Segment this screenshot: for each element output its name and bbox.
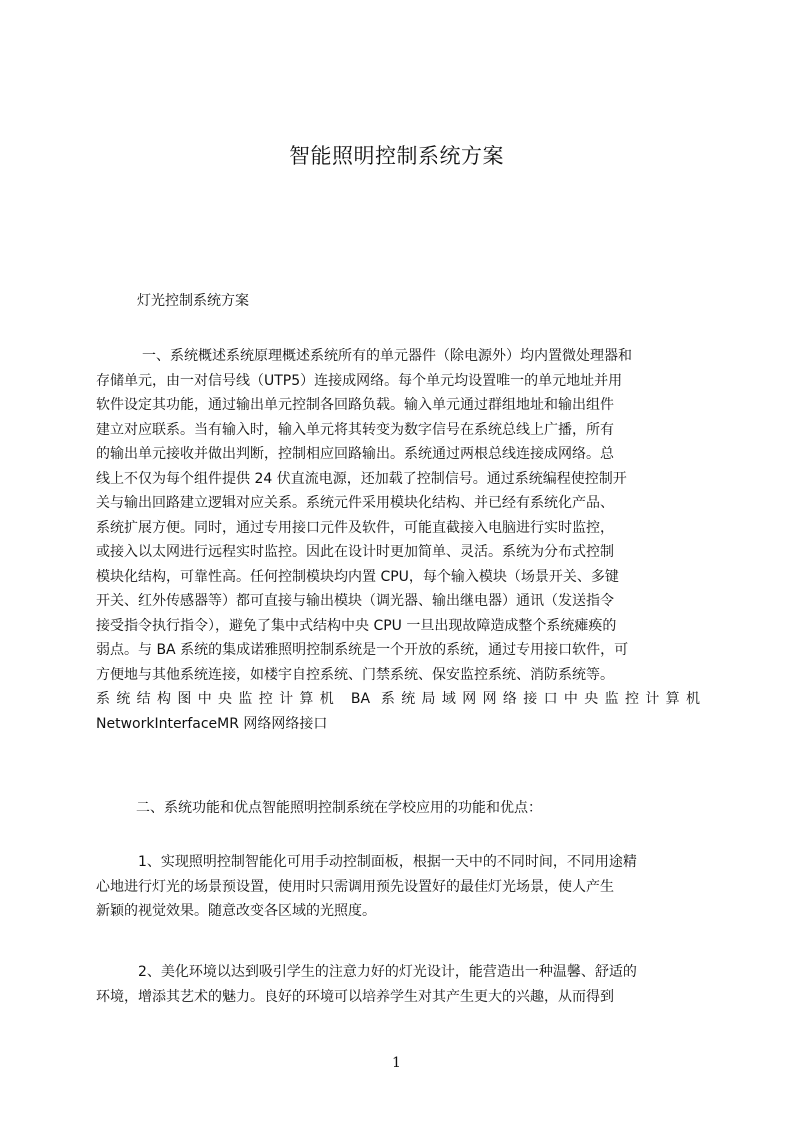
paragraph-line: 2、美化环境以达到吸引学生的注意力好的灯光设计，能营造出一种温馨、舒适的 — [138, 964, 637, 980]
document-subtitle: 灯光控制系统方案 — [137, 293, 249, 309]
paragraph-line: 心地进行灯光的场景预设置，使用时只需调用预先设置好的最佳灯光场景，使人产生 — [96, 878, 614, 895]
paragraph-line: 的输出单元接收并做出判断，控制相应回路输出。系统通过两根总线连接成网络。总 — [96, 446, 614, 462]
section-1-paragraph — [96, 344, 700, 736]
paragraph-line: 存储单元，由一对信号线（UTP5）连接成网络。每个单元均设置唯一的单元地址并用 — [96, 372, 623, 389]
paragraph-line: NetworkInterfaceMR 网络网络接口 — [96, 715, 328, 732]
item-1-paragraph — [96, 850, 700, 924]
paragraph-line: 弱点。与 BA 系统的集成诺雅照明控制系统是一个开放的系统，通过专用接口软件，可 — [96, 642, 629, 658]
section-2-heading — [96, 796, 700, 821]
paragraph-line: 开关、红外传感器等）都可直接与输出模块（调光器、输出继电器）通讯（发送指令 — [96, 593, 614, 609]
paragraph-line: 线上不仅为每个组件提供 24 伏直流电源，还加载了控制信号。通过系统编程使控制开 — [96, 470, 627, 487]
paragraph-line: 系统扩展方便。同时，通过专用接口元件及软件，可能直截接入电脑进行实时监控， — [96, 519, 614, 536]
paragraph-line: 接受指令执行指令），避免了集中式结构中央 CPU 一旦出现故障造成整个系统瘫痪的 — [96, 617, 617, 634]
paragraph-line: 系统结构图中央监控计算机 BA 系统局域网网络接口中央监控计算机 — [96, 691, 700, 707]
paragraph-line: 环境，增添其艺术的魅力。良好的环境可以培养学生对其产生更大的兴趣，从而得到 — [96, 988, 614, 1005]
paragraph-line: 模块化结构，可靠性高。任何控制模块均内置 CPU，每个输入模块（场景开关、多键 — [96, 568, 619, 585]
paragraph-line: 方便地与其他系统连接，如楼宇自控系统、门禁系统、保安监控系统、消防系统等。 — [96, 666, 614, 683]
document-title: 智能照明控制系统方案 — [289, 144, 504, 168]
page-number: 1 — [392, 1055, 401, 1071]
paragraph-line: 一、系统概述系统原理概述系统所有的单元器件（除电源外）均内置微处理器和 — [142, 348, 632, 364]
paragraph-line: 软件设定其功能，通过输出单元控制各回路负载。输入单元通过群组地址和输出组件 — [96, 397, 614, 413]
paragraph-line: 新颖的视觉效果。随意改变各区域的光照度。 — [96, 903, 376, 919]
section-2-heading-text: 二、系统功能和优点智能照明控制系统在学校应用的功能和优点： — [136, 800, 542, 816]
paragraph-line: 1、实现照明控制智能化可用手动控制面板，根据一天中的不同时间，不同用途精 — [138, 854, 637, 870]
paragraph-line: 或接入以太网进行远程实时监控。因此在设计时更加简单、灵活。系统为分布式控制 — [96, 544, 614, 560]
paragraph-line: 关与输出回路建立逻辑对应关系。系统元件采用模块化结构、并已经有系统化产品、 — [96, 495, 614, 511]
item-2-paragraph — [96, 960, 700, 1009]
paragraph-line: 建立对应联系。当有输入时，输入单元将其转变为数字信号在系统总线上广播，所有 — [96, 421, 614, 438]
